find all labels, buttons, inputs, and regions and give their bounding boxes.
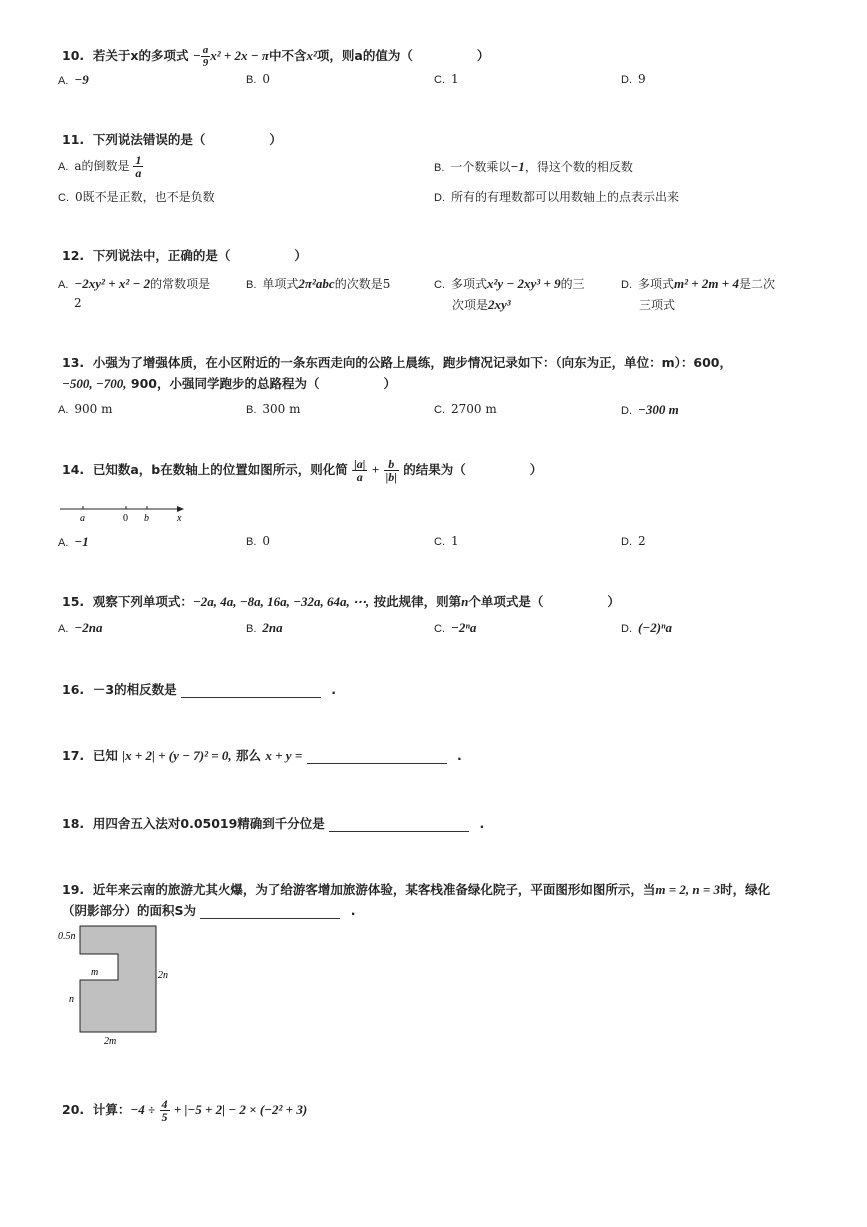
question-number: 15. bbox=[62, 594, 85, 609]
fraction-4-over-5 bbox=[160, 1098, 170, 1123]
q15-option-a[interactable] bbox=[58, 620, 103, 636]
option-letter: C. bbox=[434, 404, 445, 416]
option-text: 1 bbox=[451, 72, 459, 86]
option-text: −9 bbox=[74, 72, 89, 87]
option-letter: B. bbox=[246, 623, 257, 635]
option-text: 0 bbox=[262, 72, 271, 86]
q11-option-b[interactable] bbox=[434, 158, 633, 175]
option-text: −300 m bbox=[638, 402, 679, 417]
shaded-region bbox=[80, 926, 156, 1032]
question-20-stem bbox=[62, 1098, 307, 1123]
stem-text: 那么 bbox=[236, 748, 262, 763]
q12-option-a[interactable] bbox=[58, 275, 210, 292]
q12-option-d[interactable] bbox=[621, 275, 775, 292]
label-left: n bbox=[69, 994, 74, 1005]
frac-den: |b| bbox=[385, 470, 397, 484]
frac-den: a bbox=[135, 166, 142, 180]
option-letter: B. bbox=[246, 279, 257, 291]
q14-option-c[interactable] bbox=[434, 534, 459, 548]
stem-text: 计算： bbox=[92, 1102, 131, 1117]
q12-option-c[interactable] bbox=[434, 275, 585, 292]
math-minus: − bbox=[192, 48, 201, 63]
option-text: −2na bbox=[74, 620, 103, 635]
option-text: 多项式 bbox=[451, 277, 488, 291]
frac-num: a bbox=[202, 44, 209, 56]
number-line-arrow bbox=[177, 506, 184, 512]
frac-den: 5 bbox=[161, 1110, 168, 1124]
q15-option-d[interactable] bbox=[621, 620, 672, 636]
question-19-stem-line2 bbox=[62, 901, 355, 919]
question-18-stem bbox=[62, 814, 484, 832]
math-expr: m² + 2m + 4 bbox=[674, 276, 739, 291]
math-n: n bbox=[461, 594, 469, 609]
option-text: −1 bbox=[74, 534, 89, 549]
option-letter: A. bbox=[58, 279, 69, 291]
fraction-b-over-abs-b bbox=[384, 458, 399, 483]
question-number: 17. bbox=[62, 748, 85, 763]
q10-option-c[interactable] bbox=[434, 72, 459, 86]
paren-close: ） bbox=[294, 248, 307, 263]
option-letter: B. bbox=[434, 162, 445, 174]
option-text: 9 bbox=[638, 72, 646, 86]
period: . bbox=[350, 903, 356, 918]
option-letter: C. bbox=[434, 536, 445, 548]
question-number: 13. bbox=[62, 355, 85, 370]
option-letter: D. bbox=[621, 623, 632, 635]
question-number: 12. bbox=[62, 248, 85, 263]
math-expr: x + y = bbox=[265, 748, 303, 763]
number-line-figure bbox=[58, 500, 188, 524]
option-letter: C. bbox=[434, 623, 445, 635]
paren-close: ） bbox=[607, 594, 620, 609]
option-text: ，得这个数的相反数 bbox=[524, 160, 633, 174]
option-letter: D. bbox=[621, 74, 632, 86]
math-sequence: −2a, 4a, −8a, 16a, −32a, 64a, ⋯, bbox=[192, 594, 370, 609]
math-expr: x²y − 2xy³ + 9 bbox=[487, 276, 561, 291]
math-expr: −4 ÷ bbox=[130, 1102, 156, 1117]
question-number: 16. bbox=[62, 682, 85, 697]
question-11-stem bbox=[62, 130, 282, 148]
label-top-left: 0.5n bbox=[58, 931, 76, 942]
option-letter: A. bbox=[58, 623, 69, 635]
stem-text: 个单项式是（ bbox=[468, 594, 544, 609]
math-term: x² bbox=[306, 48, 317, 63]
paren-close: ） bbox=[476, 48, 490, 63]
option-text: 次项是 bbox=[452, 298, 489, 312]
period: . bbox=[479, 816, 485, 831]
question-number: 18. bbox=[62, 816, 85, 831]
option-letter: C. bbox=[434, 74, 445, 86]
math-expr: + |−5 + 2| − 2 × (−2² + 3) bbox=[173, 1102, 308, 1117]
q13-option-c[interactable] bbox=[434, 402, 497, 416]
axis-label-b: b bbox=[144, 513, 149, 524]
stem-text: 已知数a，b在数轴上的位置如图所示，则化简 bbox=[92, 462, 348, 477]
q11-option-a[interactable] bbox=[58, 154, 143, 179]
period: . bbox=[456, 748, 462, 763]
frac-num: b bbox=[384, 458, 399, 471]
label-bottom: 2m bbox=[104, 1036, 117, 1047]
option-text: (−2)ⁿa bbox=[638, 620, 673, 635]
q13-option-d[interactable] bbox=[621, 402, 679, 418]
fraction-1-over-a bbox=[133, 154, 143, 179]
option-letter: C. bbox=[434, 279, 445, 291]
stem-text: 用四舍五入法对0.05019精确到千分位是 bbox=[92, 816, 325, 831]
option-text: a的倒数是 bbox=[74, 159, 130, 173]
option-letter: D. bbox=[621, 405, 632, 417]
q11-option-c[interactable] bbox=[58, 188, 215, 205]
option-text: 所有的有理数都可以用数轴上的点表示出来 bbox=[451, 190, 680, 204]
q11-option-d[interactable] bbox=[434, 188, 679, 205]
option-text: 2700 m bbox=[451, 402, 497, 416]
option-letter: C. bbox=[58, 192, 69, 204]
option-letter: D. bbox=[621, 536, 632, 548]
q10-option-a[interactable] bbox=[58, 72, 89, 88]
question-number: 14. bbox=[62, 462, 85, 477]
answer-blank[interactable] bbox=[307, 749, 447, 764]
option-letter: B. bbox=[246, 404, 257, 416]
option-text: 是二次 bbox=[738, 277, 775, 291]
option-text: 1 bbox=[451, 534, 459, 548]
q10-option-b[interactable] bbox=[246, 72, 270, 86]
option-letter: A. bbox=[58, 75, 69, 87]
axis-label-zero: 0 bbox=[123, 513, 128, 524]
stem-text: 项，则a的值为（ bbox=[316, 48, 413, 63]
frac-den: 9 bbox=[202, 57, 209, 69]
q10-option-d[interactable] bbox=[621, 72, 646, 86]
q15-option-c[interactable] bbox=[434, 620, 476, 636]
math-expr: 2π²abc bbox=[298, 276, 335, 291]
fraction-abs-a-over-a bbox=[352, 458, 367, 483]
option-text: 一个数乘以 bbox=[450, 160, 511, 174]
option-text: 900 m bbox=[74, 402, 113, 416]
stem-text: －3的相反数是 bbox=[92, 682, 177, 697]
q12-option-d-line2: 三项式 bbox=[639, 298, 676, 312]
math-values: −500, −700, bbox=[62, 376, 127, 391]
question-number: 10. bbox=[62, 48, 85, 63]
garden-shape-figure bbox=[54, 920, 184, 1050]
option-letter: B. bbox=[246, 536, 257, 548]
paren-close: ） bbox=[383, 376, 396, 391]
q12-option-b[interactable] bbox=[246, 275, 390, 292]
question-13-stem bbox=[62, 353, 732, 371]
option-text: 的常数项是 bbox=[150, 277, 211, 291]
math-equation: |x + 2| + (y − 7)² = 0, bbox=[122, 748, 232, 763]
stem-text: 小强为了增强体质，在小区附近的一条东西走向的公路上晨练，跑步情况记录如下：（向东为正，单位：m）：600， bbox=[92, 355, 732, 370]
math-expr: −2xy² + x² − 2 bbox=[74, 276, 151, 291]
frac-num: 4 bbox=[161, 1097, 168, 1111]
option-letter: A. bbox=[58, 161, 69, 173]
option-letter: D. bbox=[434, 192, 445, 204]
stem-text: （阴影部分）的面积S为 bbox=[62, 903, 197, 918]
option-text: 300 m bbox=[262, 402, 301, 416]
option-text: 的次数是5 bbox=[334, 277, 391, 291]
question-12-stem bbox=[62, 246, 307, 264]
frac-den: a bbox=[356, 470, 363, 484]
question-10-stem bbox=[62, 44, 489, 69]
stem-text: 中不含 bbox=[268, 48, 307, 63]
option-text: 多项式 bbox=[638, 277, 675, 291]
q13-option-a[interactable] bbox=[58, 402, 113, 416]
q12-option-c-line2 bbox=[452, 296, 511, 313]
stem-text: 下列说法中，正确的是（ bbox=[92, 248, 231, 263]
option-text: 单项式 bbox=[262, 277, 299, 291]
stem-text: 近年来云南的旅游尤其火爆，为了给游客增加旅游体验，某客栈准备绿化院子，平面图形如图所示，当 bbox=[92, 882, 656, 897]
question-19-stem bbox=[62, 880, 770, 898]
question-17-stem bbox=[62, 746, 462, 764]
option-letter: A. bbox=[58, 537, 69, 549]
question-number: 11. bbox=[62, 132, 85, 147]
paren-close: ） bbox=[269, 132, 282, 147]
question-15-stem bbox=[62, 592, 620, 610]
frac-num: 1 bbox=[135, 153, 142, 167]
option-text: −2ⁿa bbox=[451, 620, 477, 635]
question-16-stem bbox=[62, 680, 336, 698]
stem-text: 观察下列单项式： bbox=[92, 594, 193, 609]
answer-blank[interactable] bbox=[181, 683, 321, 698]
option-letter: A. bbox=[58, 404, 69, 416]
stem-text: 时，绿化 bbox=[720, 882, 771, 897]
stem-text: 已知 bbox=[92, 748, 118, 763]
frac-num: |a| bbox=[354, 457, 366, 471]
option-letter: D. bbox=[621, 279, 632, 291]
option-letter: B. bbox=[246, 74, 257, 86]
option-text: 2 bbox=[638, 534, 646, 548]
option-text: 0既不是正数，也不是负数 bbox=[75, 190, 215, 204]
math-values: m = 2, n = 3 bbox=[655, 882, 721, 897]
stem-text: 下列说法错误的是（ bbox=[92, 132, 206, 147]
q14-option-b[interactable] bbox=[246, 534, 270, 548]
math-expr: 2xy³ bbox=[488, 297, 511, 312]
option-text: 2na bbox=[262, 620, 283, 635]
period: . bbox=[331, 682, 337, 697]
stem-text: 按此规律，则第 bbox=[373, 594, 462, 609]
stem-text: 的结果为（ bbox=[403, 462, 466, 477]
math-plus: + bbox=[371, 462, 380, 477]
axis-label-a: a bbox=[80, 513, 85, 524]
label-right: 2n bbox=[158, 970, 168, 981]
fraction-a-over-9 bbox=[201, 44, 211, 69]
math-value: −1 bbox=[510, 159, 525, 174]
q13-option-b[interactable] bbox=[246, 402, 301, 416]
q14-option-a[interactable] bbox=[58, 534, 89, 550]
option-text: 的三 bbox=[560, 277, 585, 291]
answer-blank[interactable] bbox=[200, 904, 340, 919]
q15-option-b[interactable] bbox=[246, 620, 283, 636]
paren-close: ） bbox=[529, 462, 543, 477]
axis-label-x: x bbox=[177, 513, 182, 524]
question-13-stem-line2 bbox=[62, 374, 396, 392]
stem-text: 若关于x的多项式 bbox=[92, 48, 189, 63]
q12-option-a-line2: 2 bbox=[74, 296, 82, 310]
label-notch: m bbox=[91, 967, 99, 978]
question-number: 19. bbox=[62, 882, 85, 897]
answer-blank[interactable] bbox=[329, 817, 469, 832]
question-number: 20. bbox=[62, 1102, 85, 1117]
stem-text: 900，小强同学跑步的总路程为（ bbox=[126, 376, 320, 391]
question-14-stem bbox=[62, 458, 542, 483]
q14-option-d[interactable] bbox=[621, 534, 646, 548]
math-poly: x² + 2x − π bbox=[210, 48, 269, 63]
option-text: 0 bbox=[262, 534, 271, 548]
